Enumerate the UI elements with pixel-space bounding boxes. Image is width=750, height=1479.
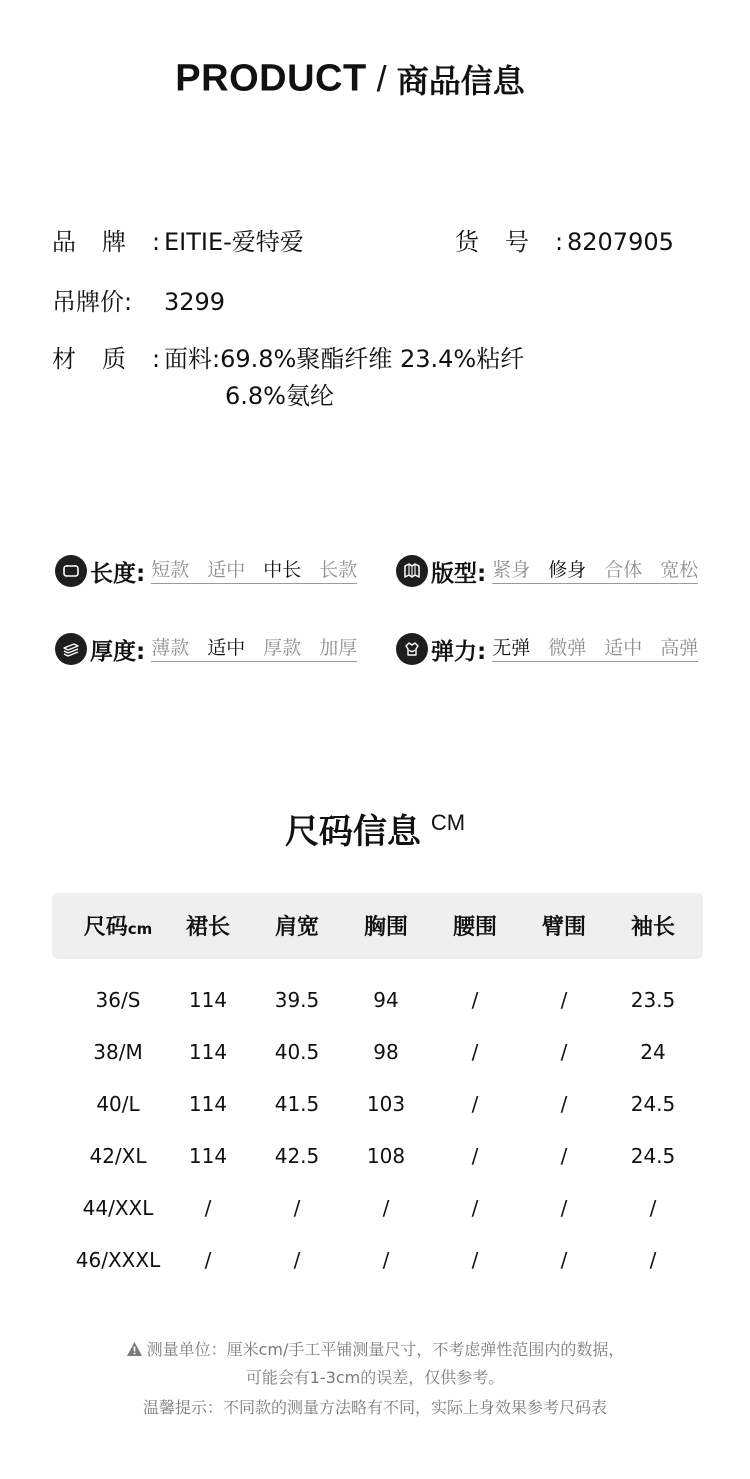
table-cell: 41.5 (274, 1092, 320, 1116)
table-cell: / (560, 1040, 568, 1064)
sku-value: 8207905 (567, 228, 674, 256)
header-arm: 臂围 (541, 915, 586, 940)
table-cell: / (471, 1092, 479, 1116)
thickness-option: 厚款 (263, 637, 302, 659)
thickness-option: 加厚 (319, 637, 358, 659)
thickness-options (151, 636, 357, 662)
table-cell: / (204, 1196, 212, 1220)
table-row-size: 42/XL (89, 1144, 147, 1168)
note-line-1: 测量单位：厘米cm/手工平铺测量尺寸，不考虑弹性范围内的数据， (0, 1337, 750, 1361)
table-cell: 114 (188, 1092, 228, 1116)
table-cell: / (560, 988, 568, 1012)
length-label: 长度: (90, 560, 146, 587)
fabric-thickness-icon (55, 633, 87, 665)
table-cell: / (293, 1248, 301, 1272)
material-row (52, 341, 524, 377)
thickness-option-selected: 适中 (207, 637, 246, 659)
table-cell: 114 (188, 1144, 228, 1168)
table-cell: / (649, 1196, 657, 1220)
price-value: 3299 (164, 288, 226, 316)
length-option-selected: 中长 (263, 559, 302, 581)
table-row-size: 38/M (93, 1040, 143, 1064)
garment-fit-icon (396, 555, 428, 587)
page-header (0, 56, 700, 102)
sku-row (455, 224, 674, 260)
fit-option-selected: 修身 (548, 559, 587, 581)
fit-option: 宽松 (660, 559, 699, 581)
table-cell: / (560, 1144, 568, 1168)
material-label: 材质: (52, 345, 187, 373)
elasticity-icon (396, 633, 428, 665)
table-cell: 40.5 (274, 1040, 320, 1064)
sku-label: 货号: (455, 228, 590, 256)
brand-value: EITIE-爱特爱 (164, 228, 304, 256)
brand-label: 品牌: (52, 228, 187, 256)
table-cell: / (471, 1196, 479, 1220)
table-cell: / (471, 988, 479, 1012)
price-row (52, 284, 225, 320)
table-cell: 103 (366, 1092, 406, 1116)
table-cell: 114 (188, 988, 228, 1012)
title-separator: / (376, 58, 387, 99)
table-cell: / (471, 1248, 479, 1272)
title-chinese: 商品信息 (396, 62, 525, 100)
material-line-1: 面料:69.8%聚酯纤维 23.4%粘纤 (164, 345, 525, 373)
length-option: 长款 (319, 559, 358, 581)
table-cell: / (649, 1248, 657, 1272)
table-row-size: 36/S (95, 988, 141, 1012)
table-cell: / (382, 1248, 390, 1272)
length-option: 适中 (207, 559, 246, 581)
table-cell: 114 (188, 1040, 228, 1064)
table-cell: / (382, 1196, 390, 1220)
table-cell: 23.5 (630, 988, 676, 1012)
table-cell: 94 (373, 988, 399, 1012)
price-label: 吊牌价: (52, 288, 133, 316)
title-english: PRODUCT (175, 57, 367, 100)
table-row-size: 44/XXL (82, 1196, 154, 1220)
fit-option: 紧身 (492, 559, 531, 581)
table-cell: 98 (373, 1040, 399, 1064)
table-cell: 24.5 (630, 1092, 676, 1116)
elasticity-option-selected: 无弹 (492, 637, 531, 659)
table-cell: / (560, 1092, 568, 1116)
table-cell: 42.5 (274, 1144, 320, 1168)
size-info-title (0, 804, 750, 853)
fit-option: 合体 (604, 559, 643, 581)
elasticity-label: 弹力: (431, 638, 487, 665)
fit-options (492, 558, 698, 584)
thickness-label: 厚度: (90, 638, 146, 665)
material-line-2: 6.8%氨纶 (225, 382, 334, 410)
header-bust: 胸围 (363, 915, 408, 940)
attr-elasticity (396, 632, 698, 666)
header-waist: 腰围 (452, 915, 497, 940)
table-row-size: 46/XXXL (75, 1248, 161, 1272)
table-cell: / (560, 1196, 568, 1220)
fit-label: 版型: (431, 560, 487, 587)
size-title-unit: CM (430, 810, 466, 835)
elasticity-option: 适中 (604, 637, 643, 659)
table-row-size: 40/L (96, 1092, 140, 1116)
table-cell: / (471, 1144, 479, 1168)
warning-icon (126, 1341, 143, 1361)
attr-length (55, 554, 357, 588)
table-cell: / (204, 1248, 212, 1272)
size-title-text: 尺码信息 (284, 812, 421, 852)
elasticity-options (492, 636, 698, 662)
table-cell: 24 (640, 1040, 666, 1064)
length-option: 短款 (151, 559, 190, 581)
thickness-option: 薄款 (151, 637, 190, 659)
header-sleeve: 袖长 (630, 915, 675, 940)
header-shoulder: 肩宽 (274, 915, 319, 940)
table-cell: 108 (366, 1144, 406, 1168)
brand-row (52, 224, 304, 260)
note-line-2: 可能会有1-3cm的误差，仅供参考。 (245, 1368, 505, 1387)
attr-thickness (55, 632, 357, 666)
length-options (151, 558, 357, 584)
table-cell: 39.5 (274, 988, 320, 1012)
elasticity-option: 微弹 (548, 637, 587, 659)
table-cell: / (293, 1196, 301, 1220)
table-cell: / (560, 1248, 568, 1272)
elasticity-option: 高弹 (660, 637, 699, 659)
table-cell: 24.5 (630, 1144, 676, 1168)
note-line-3: 温馨提示：不同款的测量方法略有不同，实际上身效果参考尺码表 (142, 1398, 607, 1417)
header-size: 尺码cm (83, 915, 153, 940)
garment-length-icon (55, 555, 87, 587)
table-cell: / (471, 1040, 479, 1064)
header-skirt-length: 裙长 (185, 915, 230, 940)
attr-fit (396, 554, 698, 588)
